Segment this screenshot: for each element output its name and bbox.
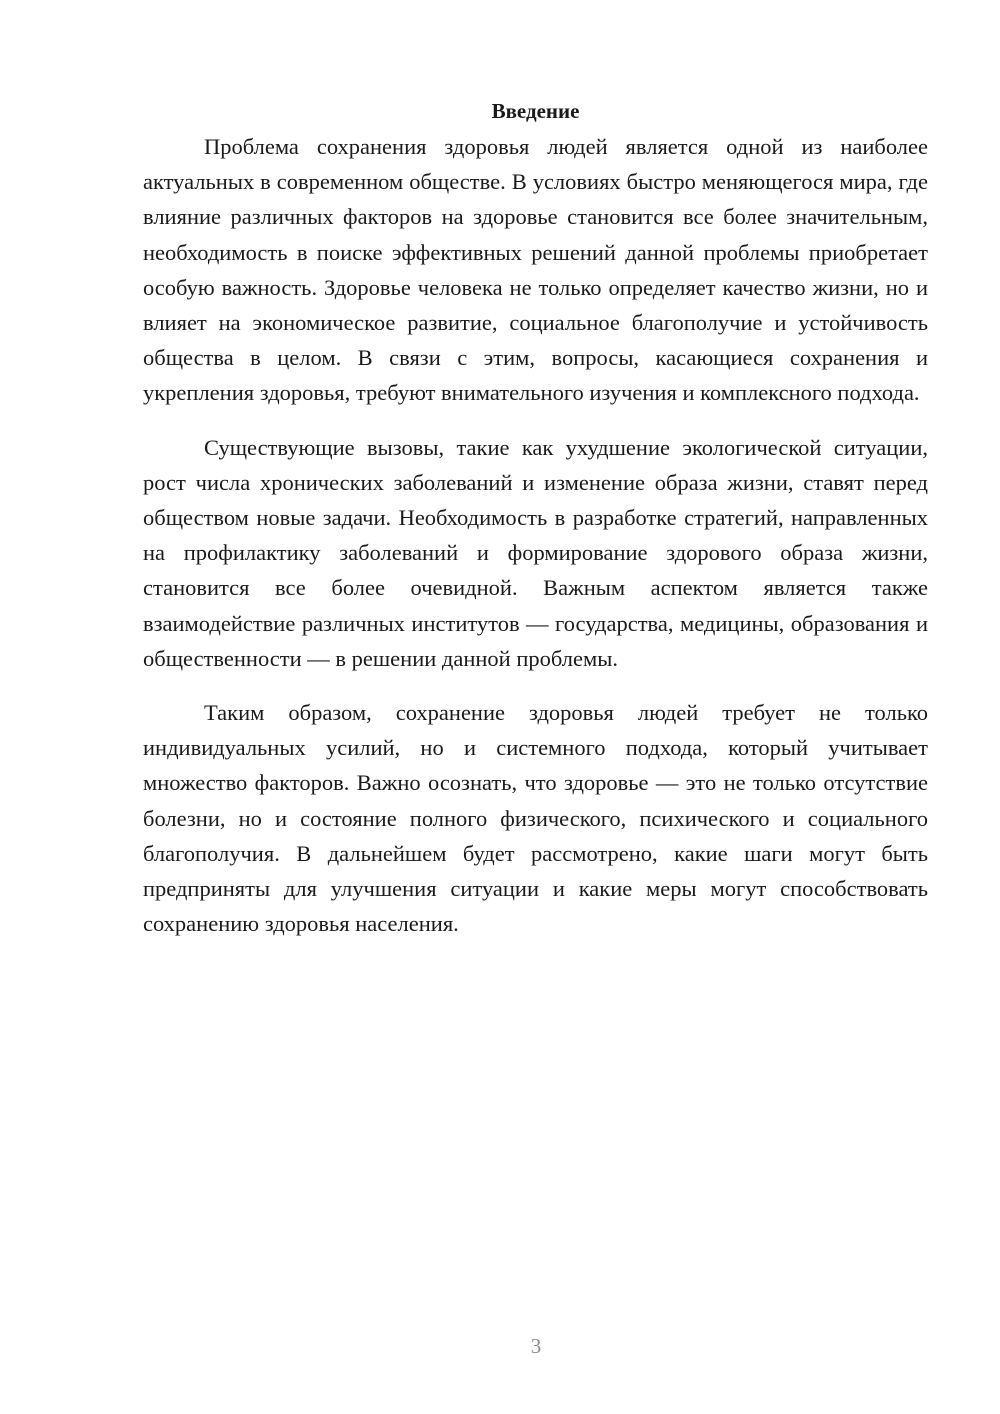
paragraph-3: Таким образом, сохранение здоровья людей требует не только индивидуальных усилий, но и системного подхода, который учитывает множество факторов. Важно осознать, что здоровье — это не только отсутствие болезни, но и состояние полного физического, психического и социального благополучия. В дальнейшем будет рассмотрено, какие шаги могут быть предприняты для улучшения ситуации и какие меры могут способствовать сохранению здоровья населения.	[143, 700, 928, 937]
paragraph-1: Проблема сохранения здоровья людей является одной из наиболее актуальных в современном обществе. В условиях быстро меняющегося мира, где влияние различных факторов на здоровье становится все более значительным, необходимость в поиске эффективных решений данной проблемы приобретает особую важность. Здоровье человека не только определяет качество жизни, но и влияет на экономическое развитие, социальное благополучие и устойчивость общества в целом. В связи с этим, вопросы, касающиеся сохранения и укрепления здоровья, требуют внимательного изучения и комплексного подхода.	[143, 134, 928, 406]
section-heading: Введение	[491, 99, 580, 123]
page-number: 3	[530, 1334, 542, 1358]
paragraph-2: Существующие вызовы, такие как ухудшение экологической ситуации, рост числа хронических заболеваний и изменение образа жизни, ставят перед обществом новые задачи. Необходимость в разработке стратегий, направленных на профилактику заболеваний и формирование здорового образа жизни, становится все более очевидной. Важным аспектом является также взаимодействие различных институтов — государства, медицины, образования и общественности — в решении данной проблемы.	[143, 434, 928, 671]
page-content	[143, 94, 928, 960]
